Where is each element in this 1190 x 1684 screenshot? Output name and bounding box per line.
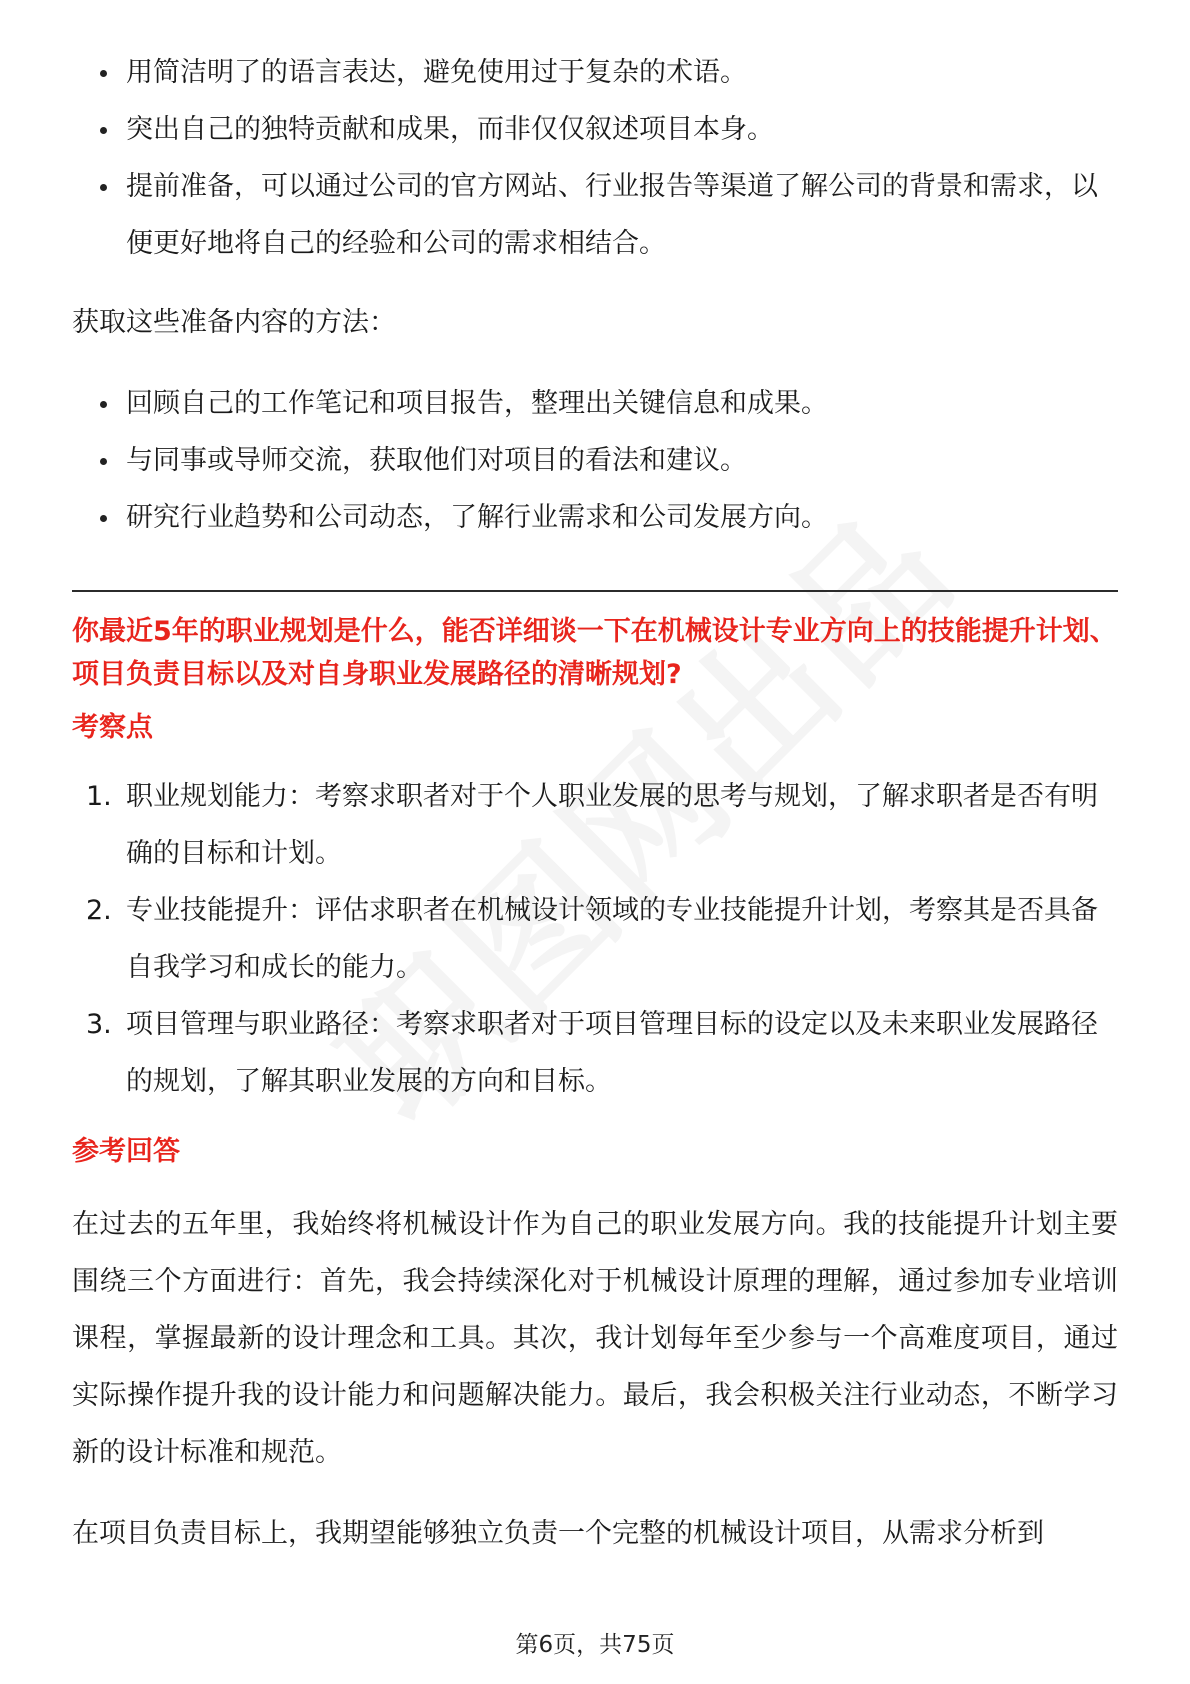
intro-bullet-list — [72, 44, 1118, 272]
list-item — [72, 768, 1118, 882]
methods-bullet-list — [72, 375, 1118, 546]
assessment-point-list — [72, 768, 1118, 1110]
page-content — [72, 44, 1118, 1586]
list-item-text: 职业规划能力：考察求职者对于个人职业发展的思考与规划，了解求职者是否有明确的目标和计划。 — [126, 781, 1098, 869]
list-item: 与同事或导师交流，获取他们对项目的看法和建议。 — [72, 432, 1118, 489]
list-item: 突出自己的独特贡献和成果，而非仅仅叙述项目本身。 — [72, 101, 1118, 158]
list-item — [72, 996, 1118, 1110]
list-item: 提前准备，可以通过公司的官方网站、行业报告等渠道了解公司的背景和需求，以便更好地将自己的经验和公司的需求相结合。 — [72, 158, 1118, 272]
list-item-text: 专业技能提升：评估求职者在机械设计领域的专业技能提升计划，考察其是否具备自我学习和成长的能力。 — [126, 895, 1098, 983]
question-title: 你最近5年的职业规划是什么，能否详细谈一下在机械设计专业方向上的技能提升计划、项目负责目标以及对自身职业发展路径的清晰规划? — [72, 616, 1117, 690]
page-footer: 第6页，共75页 — [515, 1632, 675, 1658]
list-item: 研究行业趋势和公司动态，了解行业需求和公司发展方向。 — [72, 489, 1118, 546]
answer-paragraph: 在过去的五年里，我始终将机械设计作为自己的职业发展方向。我的技能提升计划主要围绕三个方面进行：首先，我会持续深化对于机械设计原理的理解，通过参加专业培训课程，掌握最新的设计理念和工具。其次，我计划每年至少参与一个高难度项目，通过实际操作提升我的设计能力和问题解决能力。最后，我会积极关注行业动态，不断学习新的设计标准和规范。 — [72, 1209, 1118, 1468]
answer-heading: 参考回答 — [72, 1136, 180, 1167]
list-number: 1. — [86, 781, 112, 812]
list-number: 3. — [86, 1009, 112, 1040]
section-divider — [72, 590, 1118, 592]
list-item: 回顾自己的工作笔记和项目报告，整理出关键信息和成果。 — [72, 375, 1118, 432]
list-item: 用简洁明了的语言表达，避免使用过于复杂的术语。 — [72, 44, 1118, 101]
assessment-heading: 考察点 — [72, 712, 153, 743]
list-item — [72, 882, 1118, 996]
methods-label: 获取这些准备内容的方法： — [72, 307, 396, 338]
list-number: 2. — [86, 895, 112, 926]
list-item-text: 项目管理与职业路径：考察求职者对于项目管理目标的设定以及未来职业发展路径的规划，了解其职业发展的方向和目标。 — [126, 1009, 1098, 1097]
answer-paragraph: 在项目负责目标上，我期望能够独立负责一个完整的机械设计项目，从需求分析到 — [72, 1518, 1044, 1549]
